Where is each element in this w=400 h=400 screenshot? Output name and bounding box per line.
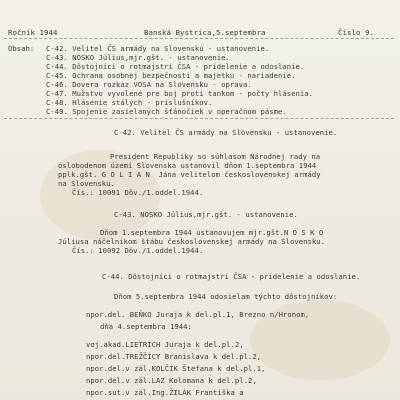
section-body-line: voj.akad.LIETRICH Juraja k del.pl.2, — [86, 340, 244, 349]
contents-item: C-42. Velitel ČS armády na Slovensku - ustanovenie. — [46, 44, 270, 53]
section-title: C-43. NOSKO Július,mjr.gšt. - ustanovenie. — [114, 210, 298, 219]
contents-item: C-48. Hlásenie stálych - príslušníkov. — [46, 98, 213, 107]
section-body-line: npor.del.v zál.LAZ Kolomana k del.pl.2, — [86, 376, 257, 385]
contents-item: C-49. Spojenie zasielaných šťánočiek v operačnom pásme. — [46, 107, 287, 116]
contents-item: C-47. Mužstvo vyvolené pre boj proti tankom - počty hlásenia. — [46, 89, 314, 98]
section-body-line: npor.del. BEŇKO Juraja k del.pl.1, Brezno n/Hronom, — [86, 310, 310, 319]
section-body-line: npor.del.v zál.KOLČÍK Štefana k del.pl.1, — [86, 364, 266, 373]
section-body-line: pplk.gšt. G O L I A N Jána velitelom československej armády — [58, 170, 321, 179]
section-intro: Dňom 5.septembra 1944 odosielam týchto dôstojníkov: — [114, 292, 338, 301]
section-body-line: Júliusa náčelníkom štábu československej armády na Slovensku. — [58, 237, 326, 246]
section-body-line: npor.del.TREŽČÍCY Branislava k del.pl.2, — [86, 352, 262, 361]
section-body-line: na Slovensku. — [58, 179, 115, 188]
section-title: C-42. Velitel ČS armády na Slovensku - ustanovenie. — [114, 128, 338, 137]
section-ref: Čís.: 10092 Dôv./1.oddel.1944. — [72, 246, 204, 255]
header-year: Ročník 1944 — [8, 28, 58, 37]
section-body-line: npor.sut.v zál.Ing.ŽILÁK Františka a — [86, 388, 244, 397]
section-body-line: President Republiky so súhlasom Národnej rady na — [110, 152, 321, 161]
contents-label: Obsah: — [8, 44, 35, 53]
section-title: C-44. Dôstojníci o rotmajstri ČSA - pridelenie a odoslanie. — [102, 272, 361, 281]
contents-item: C-43. NOSKO Július,mjr.gšt. - ustanovenie. — [46, 53, 230, 62]
header-place-date: Banská Bystrica,5.septembra — [144, 28, 266, 37]
header-divider — [4, 38, 394, 39]
section-body-line: Dňom 1.septembra 1944 ustanovujem mjr.gšt.N O S K O — [100, 228, 324, 237]
contents-divider — [4, 118, 394, 119]
section-ref: Čís.: 10091 Dôv./1.oddel.1944. — [72, 188, 204, 197]
section-body-line: oslobodenom území Slovenska ustanovil dňom 1.septembra 1944 — [58, 161, 317, 170]
contents-item: C-45. Ochrana osobnej bezpečnosti a majetku - nariadenie. — [46, 71, 296, 80]
header-number: Číslo 9. — [338, 28, 374, 37]
contents-item: C-44. Dôstojníci o rotmajstri ČSA - pridelenie a odoslanie. — [46, 62, 305, 71]
section-body-line: dňa 4.septembra 1944: — [100, 322, 192, 331]
contents-item: C-46. Dovera rozkaz VOSA na Slovensku - oprava. — [46, 80, 252, 89]
